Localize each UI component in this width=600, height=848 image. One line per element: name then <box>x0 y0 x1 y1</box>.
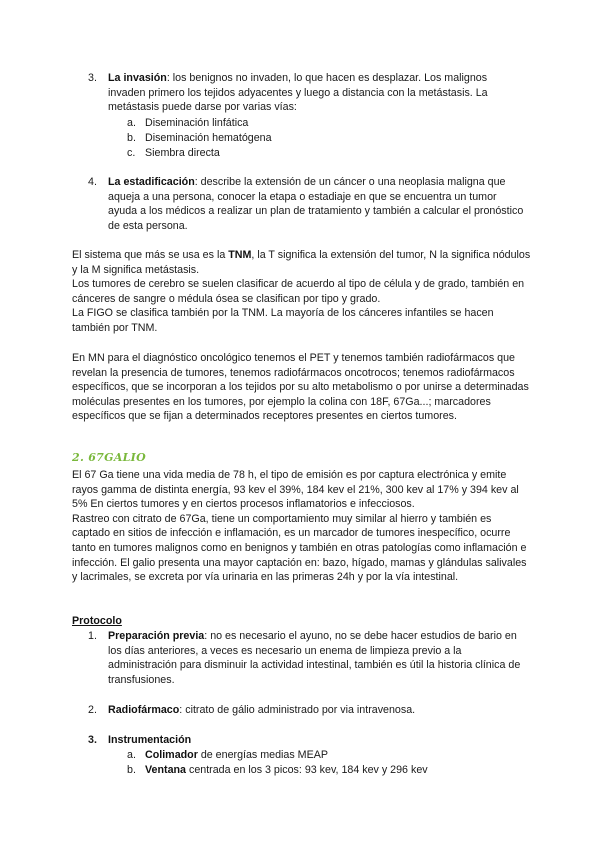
sub-item-colimador <box>127 748 475 763</box>
instrumentacion-title: Instrumentación <box>108 734 192 746</box>
mn-paragraph: En MN para el diagnóstico oncológico tenemos el PET y tenemos también radiofármacos que revelan la presencia de tumores, tenemos radiofármacos oncotrocos; tenemos radiofármacos específicos, que se incorporan a los tejidos por su alto metabolismo o por unirse a determinadas moléculas presentes en los tumores, por ejemplo la colina con 18F, 67Ga...; marcadores específicos que se fijan a determinados receptores presentes en ciertos tumores. <box>72 352 529 423</box>
instrumentacion-paragraph <box>108 733 526 748</box>
galio-heading: 2. 67GALIO <box>72 451 147 464</box>
protocolo-heading: Protocolo <box>72 615 122 627</box>
list-number: 1. <box>88 630 97 642</box>
list-number: 2. <box>88 704 97 716</box>
preparacion-paragraph <box>108 629 526 687</box>
sub-letter: c. <box>127 147 136 159</box>
sub-letter: b. <box>127 132 136 144</box>
colimador-bold: Colimador <box>145 749 198 761</box>
protocol-item-radiofarmaco <box>88 703 526 718</box>
invasion-text: : los benignos no invaden, lo que hacen es desplazar. Los malignos invaden primero los tejidos adyacentes y luego a distancia con la metástasis. La metástasis puede darse por varias vías: <box>108 72 488 114</box>
sub-letter: a. <box>127 749 136 761</box>
galio-paragraph-2: Rastreo con citrato de 67Ga, tiene un comportamiento muy similar al hierro y también es captado en sitios de infección e inflamación, es un marcador de tumores inespecífico, ocurre tanto en tumores malignos como en benignos y también en otras patologías como inflamación e infección. El galio presenta una mayor captación en: bazo, hígado, mamas y glándulas salivales y lacrimales, se excreta por vía urinaria en las primeras 24h y por la vía intestinal. <box>72 512 527 584</box>
list-number: 4. <box>88 176 97 188</box>
sub-letter: a. <box>127 117 136 129</box>
list-number: 3. <box>88 72 97 84</box>
figo-paragraph: La FIGO se clasifica también por la TNM. La mayoría de los cánceres infantiles se hacen también por TNM. <box>72 307 494 334</box>
sub-text: de energías medias MEAP <box>197 749 328 761</box>
sub-item-siembra <box>127 146 445 161</box>
protocol-item-preparacion <box>88 629 526 687</box>
tnm-text-post: , la T significa la extensión del tumor, N la significa nódulos y la M significa metástasis. <box>72 249 531 276</box>
invasion-paragraph <box>108 71 526 115</box>
estadificacion-text: : describe la extensión de un cáncer o una neoplasia maligna que aqueja a una persona, conocer la etapa o estadiaje en que se encuentra un tumor ayuda a los médicos a realizar un plan de tratamiento y también a calcular el pronóstico de esta persona. <box>108 176 524 232</box>
estadificacion-paragraph <box>108 175 526 233</box>
sub-text: centrada en los 3 picos: 93 kev, 184 kev y 296 kev <box>186 764 428 776</box>
preparacion-text: : no es necesario el ayuno, no se debe hacer estudios de bario en los días anteriores, a veces es necesario un enema de limpieza previo a la administración para disminuir la actividad intestinal, también es útil la historia clínica de transfusiones. <box>108 630 521 686</box>
tnm-bold: TNM <box>228 249 252 261</box>
radiofarmaco-text: : citrato de gálio administrado por via intravenosa. <box>179 704 416 716</box>
radiofarmaco-paragraph <box>108 703 526 718</box>
tnm-section <box>72 248 532 336</box>
sub-item-linfatica <box>127 116 445 131</box>
galio-paragraph-1: El 67 Ga tiene una vida media de 78 h, el tipo de emisión es por captura electrónica y emite rayos gamma de distinta energía, 93 kev el 39%, 184 kev el 21%, 300 kev al 17% y 394 kev al 5% En ciertos tumores y en ciertos procesos inflamatorios e infecciosos. <box>72 469 519 511</box>
estadificacion-title: La estadificación <box>108 176 195 188</box>
galio-section <box>72 468 532 585</box>
radiofarmaco-title: Radiofármaco <box>108 704 180 716</box>
list-item-invasion <box>88 71 526 115</box>
sub-text: Siembra directa <box>145 147 220 159</box>
tnm-paragraph <box>72 248 532 277</box>
preparacion-title: Preparación previa <box>108 630 205 642</box>
protocol-item-instrumentacion <box>88 733 526 748</box>
list-number: 3. <box>88 734 97 746</box>
sub-item-ventana <box>127 763 475 778</box>
invasion-title: La invasión <box>108 72 167 84</box>
sub-item-hematogena <box>127 131 445 146</box>
list-item-estadificacion <box>88 175 526 233</box>
cerebro-paragraph: Los tumores de cerebro se suelen clasificar de acuerdo al tipo de célula y de grado, también en cánceres de sangre o médula ósea se clasifican por tipo y grado. <box>72 278 525 305</box>
ventana-bold: Ventana <box>145 764 186 776</box>
sub-letter: b. <box>127 764 136 776</box>
mn-section <box>72 351 532 424</box>
sub-text: Diseminación linfática <box>145 117 249 129</box>
tnm-text-pre: El sistema que más se usa es la <box>72 249 229 261</box>
sub-text: Diseminación hematógena <box>145 132 272 144</box>
